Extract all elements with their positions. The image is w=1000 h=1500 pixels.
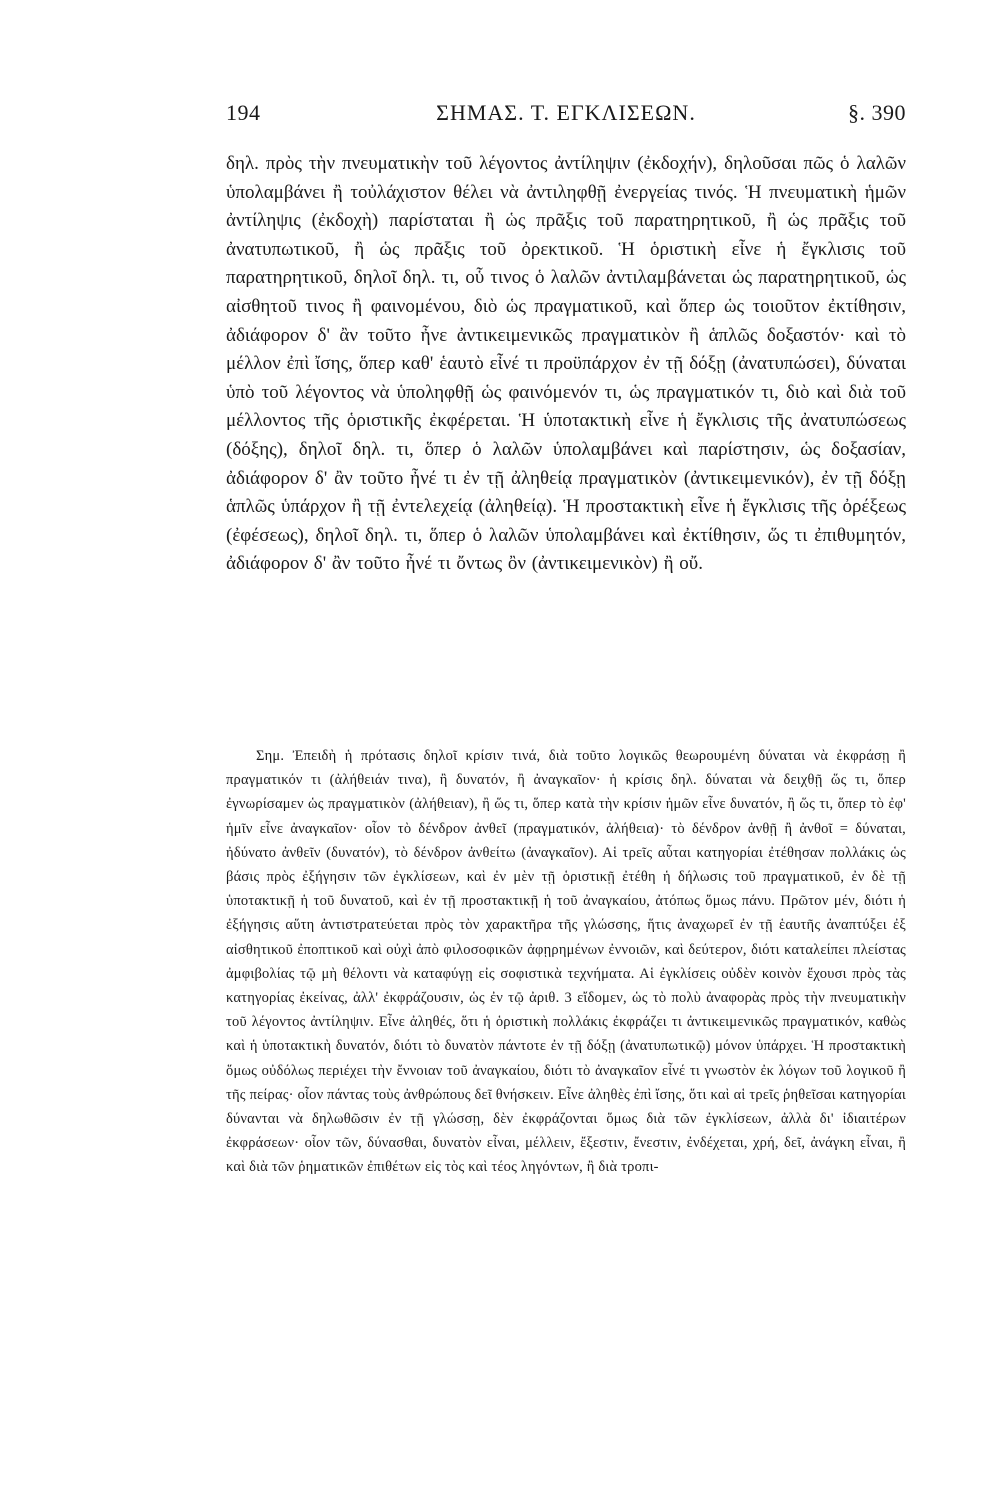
note-paragraph: Σημ. Ἐπειδὴ ἡ πρότασις δηλοῖ κρίσιν τινά, διὰ τοῦτο λογικῶς θεωρουμένη δύναται νὰ ἐκφράσῃ ἢ πραγματικόν τι (ἀλήθειάν τινα), ἢ δυνατόν, ἢ ἀναγκαῖον· ἡ κρίσις δηλ. δύναται νὰ δειχθῇ ὥς τι, ὅπερ ἐγνωρίσαμεν ὡς πραγματικὸν (ἀλήθειαν), ἢ ὥς τι, ὅπερ κατὰ τὴν κρίσιν ἡμῶν εἶνε δυνατόν, ἢ ὥς τι, ὅπερ τὸ ἐφ' ἡμῖν εἶνε ἀναγκαῖον· οἷον τὸ δένδρον ἀνθεῖ (πραγματικόν, ἀλήθεια)· τὸ δένδρον ἀνθῇ ἢ ἀνθοῖ = δύναται, ἠδύνατο ἀνθεῖν (δυνατόν), τὸ δένδρον ἀνθείτω (ἀναγκαῖον). Αἱ τρεῖς αὗται κατηγορίαι ἐτέθησαν πολλάκις ὡς βάσις πρὸς ἐξήγησιν τῶν ἐγκλίσεων, καὶ ἐν μὲν τῇ ὁριστικῇ ἐτέθη ἡ δήλωσις τοῦ πραγματικοῦ, ἐν δὲ τῇ ὑποτακτικῇ ἡ τοῦ δυνατοῦ, καὶ ἐν τῇ προστακτικῇ ἡ τοῦ ἀναγκαίου, ἀτόπως ὅμως πάνυ. Πρῶτον μέν, διότι ἡ ἐξήγησις αὕτη ἀντιστρατεύεται πρὸς τὸν χαρακτῆρα τῆς γλώσσης, ἥτις ἀναχωρεῖ ἐν τῇ ἑαυτῆς ἀναπτύξει ἐξ αἰσθητικοῦ ἐποπτικοῦ καὶ οὐχὶ ἀπὸ φιλοσοφικῶν ἀφῃρημένων ἐννοιῶν, καὶ δεύτερον, διότι καταλείπει πλείστας ἀμφιβολίας τῷ μὴ θέλοντι νὰ καταφύγῃ εἰς σοφιστικὰ τεχνήματα. Αἱ ἐγκλίσεις οὐδὲν κοινὸν ἔχουσι πρὸς τὰς κατηγορίας ἐκείνας, ἀλλ' ἐκφράζουσιν, ὡς ἐν τῷ ἀριθ. 3 εἴδομεν, ὡς τὸ πολὺ ἀναφορὰς πρὸς τὴν πνευματικὴν τοῦ λέγοντος ἀντίληψιν. Εἶνε ἀληθές, ὅτι ἡ ὁριστικὴ πολλάκις ἐκφράζει τι ἀντικειμενικῶς πραγματικόν, καθὼς καὶ ἡ ὑποτακτικὴ δυνατόν, διότι τὸ δυνατὸν πάντοτε ἐν τῇ δόξῃ (ἀνατυπωτικῷ) μόνον ὑπάρχει. Ἡ προστακτικὴ ὅμως οὐδόλως περιέχει τὴν ἔννοιαν τοῦ ἀναγκαίου, διότι τὸ ἀναγκαῖον εἶνέ τι γνωστὸν ἐκ λόγων τοῦ λογικοῦ ἢ τῆς πείρας· οἷον πάντας τοὺς ἀνθρώπους δεῖ θνήσκειν. Εἶνε ἀληθὲς ἐπὶ ἴσης, ὅτι καὶ αἱ τρεῖς ῥηθεῖσαι κατηγορίαι δύνανται νὰ δηλωθῶσιν ἐν τῇ γλώσσῃ, δὲν ἐκφράζονται ὅμως διὰ τῶν ἐγκλίσεων, ἀλλὰ δι' ἰδιαιτέρων ἐκφράσεων· οἷον τῶν, δύνασθαι, δυνατὸν εἶναι, μέλλειν, ἔξεστιν, ἔνεστιν, ἐνδέχεται, χρή, δεῖ, ἀνάγκη εἶναι, ἢ καὶ διὰ τῶν ῥηματικῶν ἐπιθέτων εἰς τὸς καὶ τέος ληγόντων, ἢ διὰ τροπι-: [226, 748, 906, 1176]
running-title: ΣΗΜΑΣ. Τ. ΕΓΚΛΙΣΕΩΝ.: [436, 100, 696, 125]
main-text: [226, 150, 906, 579]
section-number: §. 390: [848, 100, 906, 125]
running-header: [226, 100, 906, 134]
body-paragraph: δηλ. πρὸς τὴν πνευματικὴν τοῦ λέγοντος ἀντίληψιν (ἐκδοχήν), δηλοῦσαι πῶς ὁ λαλῶν ὑπολαμβάνει ἢ τοὐλάχιστον θέλει νὰ ἀντιληφθῇ ἐνεργείας τινός. Ἡ πνευματικὴ ἡμῶν ἀντίληψις (ἐκδοχὴ) παρίσταται ἢ ὡς πρᾶξις τοῦ παρατηρητικοῦ, ἢ ὡς πρᾶξις τοῦ ἀνατυπωτικοῦ, ἢ ὡς πρᾶξις τοῦ ὀρεκτικοῦ. Ἡ ὁριστικὴ εἶνε ἡ ἔγκλισις τοῦ παρατηρητικοῦ, δηλοῖ δηλ. τι, οὗ τινος ὁ λαλῶν ἀντιλαμβάνεται ὡς παρατηρητικοῦ, ὡς αἰσθητοῦ τινος ἢ φαινομένου, διὸ ὡς πραγματικοῦ, καὶ ὅπερ ὡς τοιοῦτον ἐκτίθησιν, ἀδιάφορον δ' ἂν τοῦτο ἦνε ἀντικειμενικῶς πραγματικὸν ἢ ἁπλῶς δοξαστόν· καὶ τὸ μέλλον ἐπὶ ἴσης, ὅπερ καθ' ἑαυτὸ εἶνέ τι προϋπάρχον ἐν τῇ δόξῃ (ἀνατυπώσει), δύναται ὑπὸ τοῦ λέγοντος νὰ ὑποληφθῇ ὡς φαινόμενόν τι, ὡς πραγματικόν τι, διὸ καὶ διὰ τοῦ μέλλοντος τῆς ὁριστικῆς ἐκφέρεται. Ἡ ὑποτακτικὴ εἶνε ἡ ἔγκλισις τῆς ἀνατυπώσεως (δόξης), δηλοῖ δηλ. τι, ὅπερ ὁ λαλῶν ὑπολαμβάνει καὶ παρίστησιν, ὡς δοξασίαν, ἀδιάφορον δ' ἂν τοῦτο ἦνέ τι ἐν τῇ ἀληθείᾳ πραγματικὸν (ἀντικειμενικόν), ἐν τῇ δόξῃ ἁπλῶς ὑπάρχον ἢ τῇ ἐντελεχείᾳ (ἀληθείᾳ). Ἡ προστακτικὴ εἶνε ἡ ἔγκλισις τῆς ὀρέξεως (ἐφέσεως), δηλοῖ δηλ. τι, ὅπερ ὁ λαλῶν ὑπολαμβάνει καὶ ἐκτίθησιν, ὥς τι ἐπιθυμητόν, ἀδιάφορον δ' ἂν τοῦτο ἦνέ τι ὄντως ὂν (ἀντικειμενικὸν) ἢ οὔ.: [226, 153, 906, 575]
footnote-remark: [226, 744, 906, 1180]
page-number: 194: [226, 100, 261, 125]
